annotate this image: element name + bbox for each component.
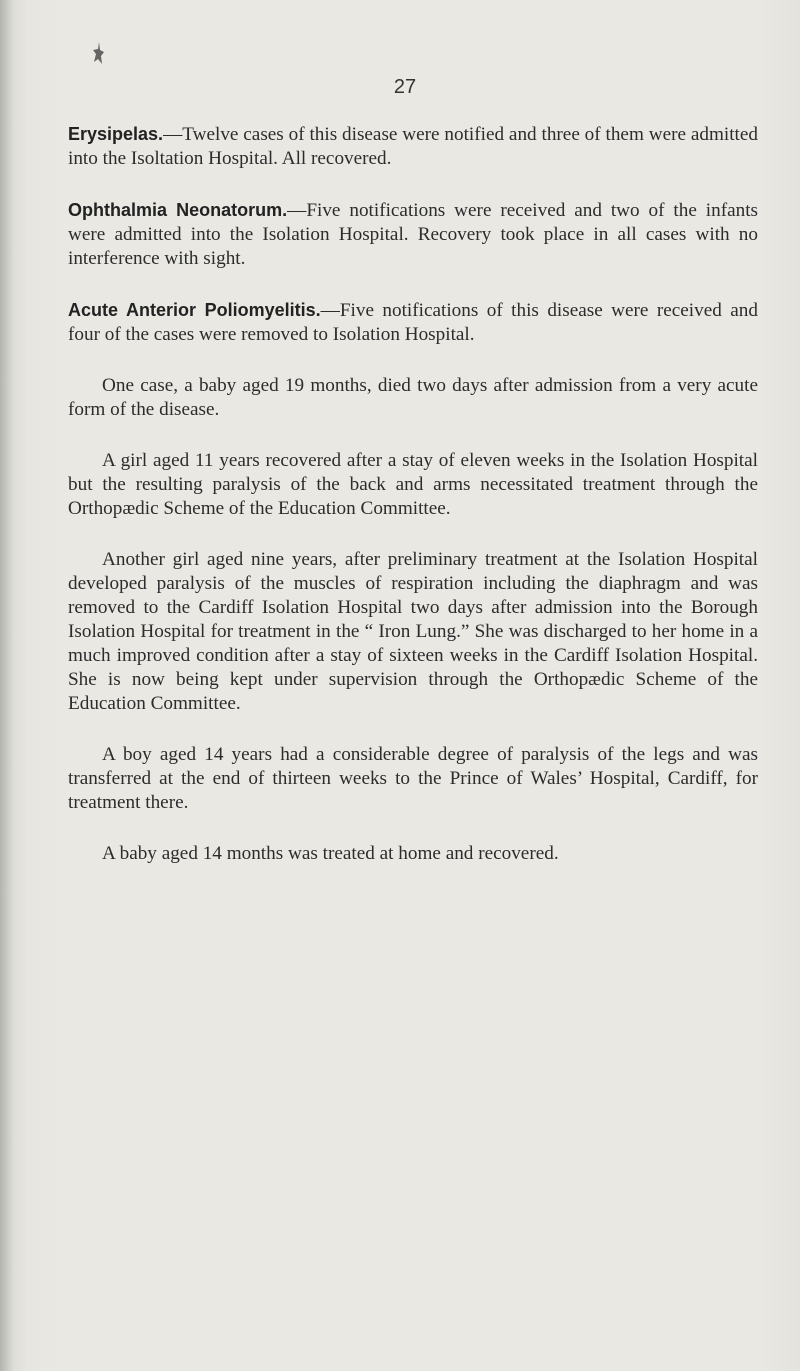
ink-speck [92, 40, 106, 70]
paragraph-text: —Five notifications of this disease were received and four of the cases were removed to Isolation Hospital. [68, 300, 758, 345]
paragraph-erysipelas [68, 122, 758, 171]
heading-acute-anterior-poliomyelitis: Acute Anterior Poliomyelitis. [68, 300, 321, 320]
paragraph-girl-nine-years: Another girl aged nine years, after preliminary treatment at the Isolation Hospital developed paralysis of the muscles of respiration including the diaphragm and was removed to the Cardiff Isolation Hospital two days after admission into the Borough Isolation Hospital for treatment in the “ Iron Lung.” She was discharged to her home in a much improved condition after a stay of sixteen weeks in the Cardiff Isolation Hospital. She is now being kept under supervision through the Orthopædic Scheme of the Education Committee. [68, 549, 758, 714]
page-edge-shadow [0, 0, 14, 1371]
heading-erysipelas: Erysipelas. [68, 124, 164, 144]
paragraph-girl-11-years: A girl aged 11 years recovered after a stay of eleven weeks in the Isolation Hospital but the resulting paralysis of the back and arms necessitated treatment through the Orthopædic Scheme of the Education Committee. [68, 450, 758, 519]
paragraph-ophthalmia [68, 198, 758, 271]
paragraph-baby-19-months: One case, a baby aged 19 months, died two days after admission from a very acute form of the disease. [68, 375, 758, 420]
heading-ophthalmia-neonatorum: Ophthalmia Neonatorum. [68, 200, 288, 220]
body-text [68, 122, 758, 866]
paragraph-text: —Twelve cases of this disease were notified and three of them were admitted into the Isoltation Hospital. All recovered. [68, 124, 758, 169]
paragraph-boy-14-years: A boy aged 14 years had a considerable degree of paralysis of the legs and was transferred at the end of thirteen weeks to the Prince of Wales’ Hospital, Cardiff, for treatment there. [68, 744, 758, 813]
page-number: 27 [393, 76, 417, 98]
paragraph-baby-14-months: A baby aged 14 months was treated at home and recovered. [102, 843, 559, 864]
paragraph-poliomyelitis [68, 298, 758, 347]
paragraph-text: —Five notifications were received and two of the infants were admitted into the Isolation Hospital. Recovery took place in all cases with no interference with sight. [68, 200, 759, 269]
